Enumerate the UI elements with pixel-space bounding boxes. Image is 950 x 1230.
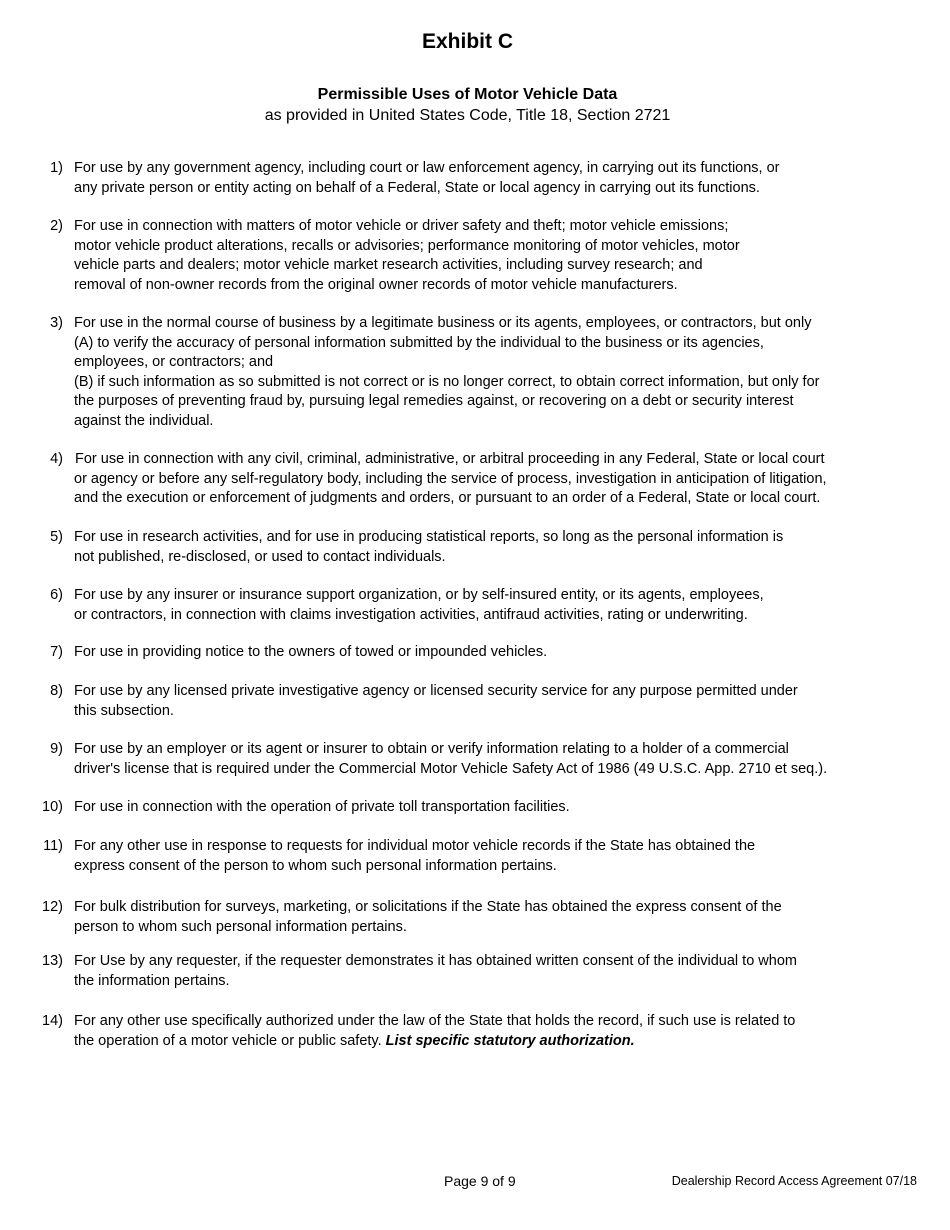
item-number: 12) [42,899,63,915]
item-line: not published, re-disclosed, or used to contact individuals. [74,548,446,565]
item-number: 14) [42,1013,63,1029]
document-subtitle: Permissible Uses of Motor Vehicle Data [317,86,618,103]
item-line: or agency or before any self-regulatory body, including the service of process, investigation in anticipation of litigation, [74,470,827,487]
item-line: removal of non-owner records from the original owner records of motor vehicle manufacturers. [74,276,678,293]
item-line: the information pertains. [74,972,230,989]
item-number: 9) [50,741,63,757]
item-line: For bulk distribution for surveys, marketing, or solicitations if the State has obtained the express consent of the [74,899,782,915]
item-line: For use in the normal course of business by a legitimate business or its agents, employees, or contractors, but only [74,315,812,331]
item-number: 7) [50,644,63,660]
item-line: For any other use in response to requests for individual motor vehicle records if the State has obtained the [74,838,756,854]
item-number: 13) [42,953,63,969]
item-line: the purposes of preventing fraud by, pursuing legal remedies against, or recovering on a debt or security interest [74,393,794,409]
item-line [74,1032,635,1052]
item-line: driver's license that is required under the Commercial Motor Vehicle Safety Act of 1986 (49 U.S.C. App. 2710 et seq.). [74,760,828,777]
item-line: person to whom such personal information pertains. [74,918,407,935]
item-line: For use in connection with any civil, criminal, administrative, or arbitral proceeding in any Federal, State or local court [75,451,825,467]
item-line: For use in providing notice to the owners of towed or impounded vehicles. [74,644,548,660]
exhibit-title: Exhibit C [421,30,513,53]
item-line: For use in connection with matters of motor vehicle or driver safety and theft; motor vehicle emissions; [74,218,729,234]
item-line-text: the operation of a motor vehicle or public safety. [74,1032,386,1049]
item-line: For use by any insurer or insurance support organization, or by self-insured entity, or its agents, employees, [74,587,764,603]
item-line: For use by any licensed private investigative agency or licensed security service for any purpose permitted under [74,683,798,699]
item-line: against the individual. [74,412,214,429]
item-number: 5) [50,529,63,545]
item-line: For use by any government agency, including court or law enforcement agency, in carrying out its functions, or [74,160,780,176]
item-line: express consent of the person to whom such personal information pertains. [74,857,557,874]
statutory-authorization-note: List specific statutory authorization. [385,1032,635,1049]
item-number: 6) [50,587,63,603]
item-line: For use in research activities, and for use in producing statistical reports, so long as the personal information is [74,529,784,545]
item-line: (B) if such information as so submitted is not correct or is no longer correct, to obtain correct information, but only for [74,373,820,390]
item-line: (A) to verify the accuracy of personal information submitted by the individual to the business or its agencies, [74,334,764,351]
page-number: Page 9 of 9 [444,1173,516,1189]
item-line: this subsection. [74,702,174,719]
item-line: any private person or entity acting on behalf of a Federal, State or local agency in carrying out its functions. [74,179,760,196]
item-number: 10) [42,799,63,815]
item-line: For use in connection with the operation of private toll transportation facilities. [74,799,570,815]
item-number: 3) [50,315,63,331]
footer-agreement-label: Dealership Record Access Agreement 07/18 [671,1174,917,1188]
item-line: motor vehicle product alterations, recalls or advisories; performance monitoring of motor vehicles, motor [74,237,740,254]
item-line: and the execution or enforcement of judgments and orders, or pursuant to an order of a Federal, State or local court. [74,490,821,506]
item-line: For Use by any requester, if the requester demonstrates it has obtained written consent of the individual to whom [74,953,797,969]
item-line: employees, or contractors; and [74,354,274,370]
item-number: 4) [50,451,63,467]
item-line: or contractors, in connection with claims investigation activities, antifraud activities, rating or underwriting. [74,606,748,623]
item-number: 8) [50,683,63,699]
item-number: 2) [50,218,63,234]
item-line: For any other use specifically authorized under the law of the State that holds the record, if such use is related to [74,1013,796,1029]
item-number: 11) [43,838,63,854]
item-line: vehicle parts and dealers; motor vehicle market research activities, including survey research; and [74,257,703,273]
document-citation: as provided in United States Code, Title 18, Section 2721 [264,107,671,124]
item-line: For use by an employer or its agent or insurer to obtain or verify information relating to a holder of a commercial [74,741,789,757]
item-number: 1) [50,160,63,176]
